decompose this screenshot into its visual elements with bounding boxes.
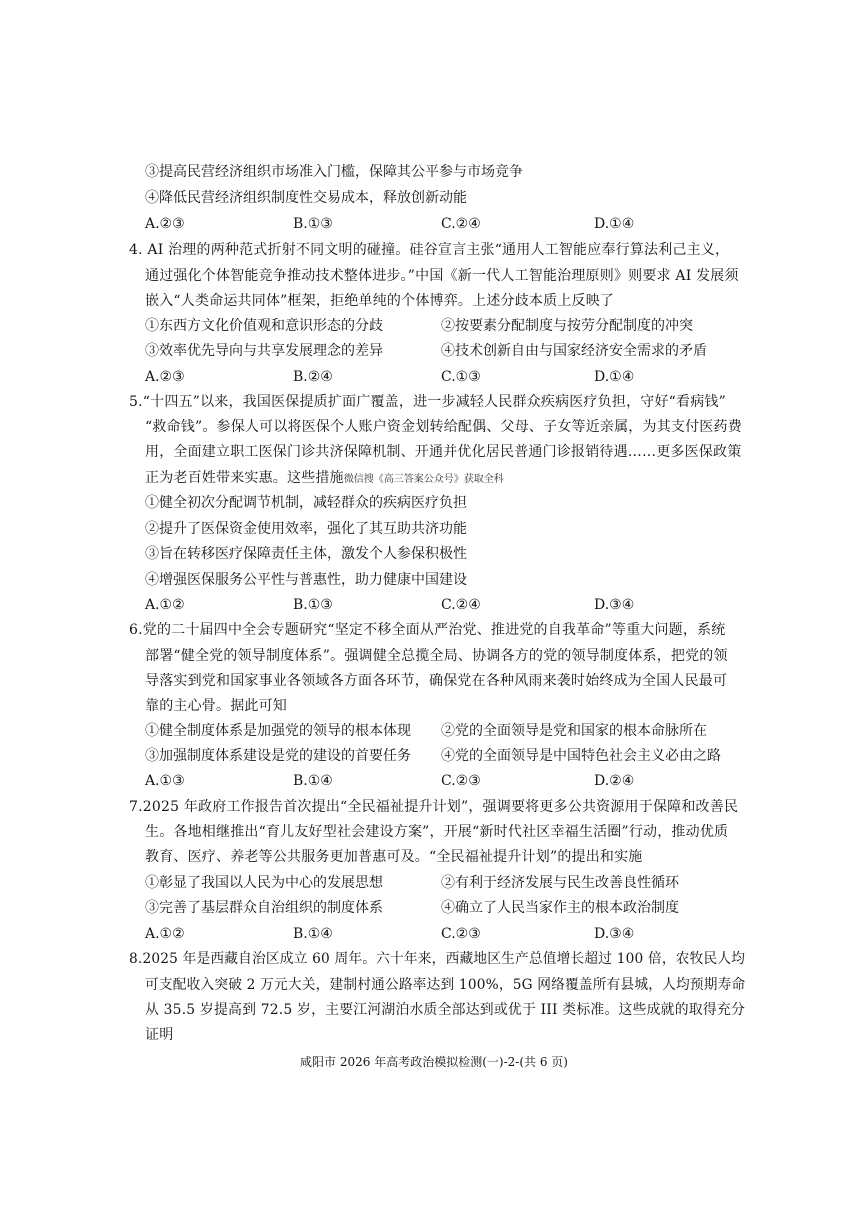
q6-option-b: B.①④ [293,773,333,789]
q3-statement-4: ④降低民营经济组织制度性交易成本，释放创新动能 [145,190,467,206]
q7-stem-line-3: 教育、医疗、养老等公共服务更加普惠可及。“全民福祉提升计划”的提出和实施 [145,849,643,865]
q5-statement-1: ①健全初次分配调节机制，减轻群众的疾病医疗负担 [145,495,467,511]
q4-stem-line-1: 4. AI 治理的两种范式折射不同文明的碰撞。硅谷宣言主张“通用人工智能应奉行算法利己主义， [129,242,730,258]
q7-statement-4: ④确立了人民当家作主的根本政治制度 [441,900,679,916]
q4-statement-1: ①东西方文化价值观和意识形态的分歧 [145,318,383,334]
q4-statement-2: ②按要素分配制度与按劳分配制度的冲突 [441,318,693,334]
q5-statement-4: ④增强医保服务公平性与普惠性，助力健康中国建设 [145,572,467,588]
q4-stem-line-3: 嵌入“人类命运共同体”框架，拒绝单纯的个体博弈。上述分歧本质上反映了 [145,293,615,309]
q5-stem-line-4-text: 正为老百姓带来实惠。这些措施 [145,470,344,486]
q7-stem-line-1: 7.2025 年政府工作报告首次提出“全民福祉提升计划”，强调要将更多公共资源用于保障和改善民 [129,799,739,815]
q5-stem-line-2: “救命钱”。参保人可以将医保个人账户资金划转给配偶、父母、子女等近亲属，为其支付医药费 [145,419,742,435]
q4-statement-3: ③效率优先导向与共享发展理念的差异 [145,343,383,359]
q5-stem-line-1: 5.“十四五”以来，我国医保提质扩面广覆盖，进一步减轻人民群众疾病医疗负担，守好“看病钱” [129,394,726,410]
q5-option-c: C.②④ [441,597,481,613]
q5-stem-line-4 [145,466,504,492]
q7-option-c: C.②③ [441,926,481,942]
q5-option-b: B.①③ [293,597,333,613]
q6-option-c: C.②③ [441,773,481,789]
q5-statement-3: ③旨在转移医疗保障责任主体，激发个人参保积极性 [145,546,467,562]
q6-stem-line-1: 6.党的二十届四中全会专题研究“坚定不移全面从严治党、推进党的自我革命”等重大问题，系统 [129,622,726,638]
q3-option-b: B.①③ [293,216,333,232]
q5-stem-line-3: 用，全面建立职工医保门诊共济保障机制、开通并优化居民普通门诊报销待遇……更多医保政策 [145,444,742,460]
q6-statement-3: ③加强制度体系建设是党的建设的首要任务 [145,748,411,764]
q3-statement-3: ③提高民营经济组织市场准入门槛，保障其公平参与市场竞争 [145,164,523,180]
q7-statement-1: ①彰显了我国以人民为中心的发展思想 [145,875,383,891]
q7-option-b: B.①④ [293,926,333,942]
watermark-text: 微信搜《高三答案公众号》获取全科 [343,474,504,485]
q7-option-d: D.③④ [594,926,635,942]
q3-option-d: D.①④ [594,216,635,232]
q6-stem-line-4: 靠的主心骨。据此可知 [145,698,287,714]
q4-option-d: D.①④ [594,369,635,385]
q5-option-a: A.①② [145,597,185,613]
q8-stem-line-1: 8.2025 年是西藏自治区成立 60 周年。六十年来，西藏地区生产总值增长超过 100 倍，农牧民人均 [129,951,746,967]
q6-option-a: A.①③ [145,773,185,789]
q4-option-b: B.②④ [293,369,333,385]
q6-option-d: D.②④ [594,773,635,789]
q4-option-c: C.①③ [441,369,481,385]
page-footer: 咸阳市 2026 年高考政治模拟检测(一)-2-(共 6 页) [300,1055,568,1069]
q3-option-a: A.②③ [145,216,185,232]
q8-stem-line-3: 从 35.5 岁提高到 72.5 岁，主要江河湖泊水质全部达到或优于 III 类标准。这些成就的取得充分 [145,1002,746,1018]
q6-stem-line-3: 导落实到党和国家事业各领域各方面各环节，确保党在各种风雨来袭时始终成为全国人民最可 [145,673,728,689]
q3-option-c: C.②④ [441,216,481,232]
q8-stem-line-4: 证明 [145,1027,174,1043]
q4-statement-4: ④技术创新自由与国家经济安全需求的矛盾 [441,343,707,359]
q5-option-d: D.③④ [594,597,635,613]
q5-statement-2: ②提升了医保资金使用效率，强化了其互助共济功能 [145,521,467,537]
q6-statement-1: ①健全制度体系是加强党的领导的根本体现 [145,723,411,739]
q7-stem-line-2: 生。各地相继推出“育儿友好型社会建设方案”，开展“新时代社区幸福生活圈”行动，推动优质 [145,824,729,840]
q8-stem-line-2: 可支配收入突破 2 万元大关，建制村通公路率达到 100%，5G 网络覆盖所有县城，人均预期寿命 [145,977,746,993]
q7-statement-3: ③完善了基层群众自治组织的制度体系 [145,900,383,916]
q4-stem-line-2: 通过强化个体智能竞争推动技术整体进步。”中国《新一代人工智能治理原则》则要求 AI 发展须 [145,268,739,284]
q6-statement-4: ④党的全面领导是中国特色社会主义必由之路 [441,748,721,764]
q7-statement-2: ②有利于经济发展与民生改善良性循环 [441,875,679,891]
q4-option-a: A.②③ [145,369,185,385]
q6-stem-line-2: 部署“健全党的领导制度体系”。强调健全总揽全局、协调各方的党的领导制度体系，把党的领 [145,648,728,664]
q7-option-a: A.①② [145,926,185,942]
q6-statement-2: ②党的全面领导是党和国家的根本命脉所在 [441,723,707,739]
